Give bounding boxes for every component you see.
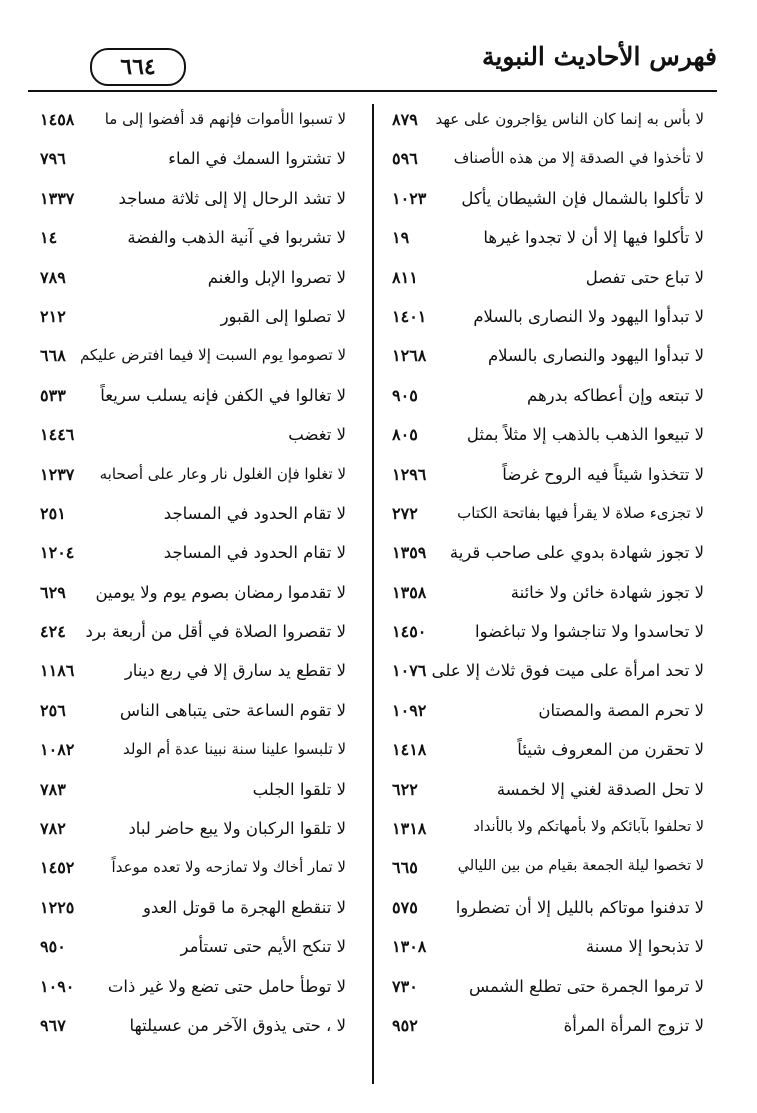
index-entry [40, 222, 346, 261]
hadith-text: لا تمار أخاك ولا تمازحه ولا تعده موعداً [111, 858, 346, 877]
hadith-number: ١٠٩٢ [392, 700, 427, 720]
hadith-number: ٨١١ [392, 267, 418, 287]
hadith-text: لا تقوم الساعة حتى يتباهى الناس [119, 700, 346, 720]
hadith-text: لا تخصوا ليلة الجمعة بقيام من بين الليالي [457, 858, 704, 875]
index-entry [40, 892, 346, 931]
page-number-badge: ٦٦٤ [90, 48, 186, 86]
hadith-text: لا تجزىء صلاة لا يقرأ فيها بفاتحة الكتاب [457, 503, 704, 522]
index-entry [40, 577, 346, 616]
hadith-number: ٧٩٦ [40, 149, 66, 169]
hadith-text: لا تلقوا الجلب [252, 779, 346, 799]
header-rule [28, 90, 717, 92]
index-entry [40, 537, 346, 576]
hadith-number: ٢٥١ [40, 503, 66, 523]
index-entry [392, 537, 704, 576]
hadith-text: لا تقدموا رمضان بصوم يوم ولا يومين [95, 582, 346, 602]
hadith-number: ١٢٣٧ [40, 464, 75, 484]
hadith-number: ٧٨٢ [40, 819, 66, 839]
index-entry [40, 734, 346, 773]
hadith-number: ٨٠٥ [392, 425, 418, 445]
index-entry [392, 183, 704, 222]
index-entry [40, 695, 346, 734]
hadith-text: لا توطأ حامل حتى تضع ولا غير ذات [107, 976, 346, 996]
hadith-number: ٤٢٤ [40, 622, 66, 642]
hadith-number: ٥٩٦ [392, 149, 418, 169]
hadith-number: ١٠٨٢ [40, 740, 75, 760]
hadith-text: لا تلقوا الركبان ولا يبع حاضر لباد [128, 819, 346, 839]
index-entry [392, 104, 704, 143]
index-entry [392, 734, 704, 773]
hadith-text: لا تنقطع الهجرة ما قوتل العدو [142, 897, 346, 917]
hadith-text: لا تبدأوا اليهود ولا النصارى بالسلام [473, 306, 704, 326]
index-entry [40, 419, 346, 458]
hadith-number: ٦٦٨ [40, 346, 66, 366]
hadith-number: ١٠٩٠ [40, 976, 75, 996]
hadith-text: لا تبيعوا الذهب بالذهب إلا مثلاً بمثل [466, 425, 704, 445]
hadith-number: ٢٧٢ [392, 503, 418, 523]
index-entry [392, 931, 704, 970]
hadith-text: لا تحل الصدقة لغني إلا لخمسة [496, 779, 704, 799]
index-entry [40, 655, 346, 694]
hadith-number: ١٤٤٦ [40, 425, 75, 445]
hadith-number: ١٣٣٧ [40, 188, 75, 208]
index-entry [40, 931, 346, 970]
hadith-text: لا تصلوا إلى القبور [220, 306, 346, 326]
index-entry [40, 971, 346, 1010]
hadith-text: لا تبدأوا اليهود والنصارى بالسلام [487, 346, 704, 366]
hadith-number: ١٣٥٨ [392, 582, 427, 602]
hadith-text: لا تغضب [288, 425, 346, 445]
index-entry [392, 813, 704, 852]
hadith-text: لا تجوز شهادة بدوي على صاحب قرية [449, 543, 704, 563]
index-entry [40, 380, 346, 419]
hadith-text: لا تباع حتى تفصل [585, 267, 704, 287]
index-entry [40, 1010, 346, 1049]
hadith-text: لا تشتروا السمك في الماء [168, 149, 346, 169]
hadith-text: لا تأكلوا بالشمال فإن الشيطان يأكل [461, 188, 704, 208]
index-entry [392, 774, 704, 813]
index-entry [392, 852, 704, 891]
index-entry [392, 419, 704, 458]
hadith-number: ٧٨٩ [40, 267, 66, 287]
hadith-text: لا تسبوا الأموات فإنهم قد أفضوا إلى ما [104, 110, 346, 128]
hadith-text: لا تحلفوا بآبائكم ولا بأمهاتكم ولا بالأنداد [473, 819, 704, 836]
hadith-number: ١٢٠٤ [40, 543, 75, 563]
hadith-number: ٦٦٥ [392, 858, 418, 878]
hadith-text: لا تصروا الإبل والغنم [207, 267, 346, 287]
hadith-number: ٧٨٣ [40, 779, 66, 799]
index-entry [40, 459, 346, 498]
hadith-text: لا تزوج المرأة المرأة [563, 1015, 704, 1035]
hadith-text: لا تبتعه وإن أعطاكه بدرهم [526, 385, 704, 405]
hadith-text: لا تصوموا يوم السبت إلا فيما افترض عليكم [79, 346, 346, 365]
index-entry [392, 655, 704, 694]
hadith-number: ١٢٩٦ [392, 464, 427, 484]
hadith-text: لا تحد امرأة على ميت فوق ثلاث إلا على [431, 661, 704, 681]
hadith-number: ١٠٢٣ [392, 188, 427, 208]
hadith-text: لا تجوز شهادة خائن ولا خائنة [510, 582, 704, 602]
hadith-number: ٩٠٥ [392, 385, 418, 405]
hadith-text: لا تغالوا في الكفن فإنه يسلب سريعاً [100, 385, 346, 405]
hadith-number: ٧٣٠ [392, 976, 418, 996]
hadith-number: ١٣٠٨ [392, 937, 427, 957]
hadith-number: ١٢٦٨ [392, 346, 427, 366]
hadith-number: ٩٥٢ [392, 1015, 418, 1035]
hadith-text: لا تدفنوا موتاكم بالليل إلا أن تضطروا [455, 897, 704, 917]
hadith-text: لا تلبسوا علينا سنة نبينا عدة أم الولد [123, 740, 346, 759]
hadith-number: ٢١٢ [40, 306, 66, 326]
index-entry [40, 301, 346, 340]
hadith-number: ١٣٥٩ [392, 543, 427, 563]
hadith-text: لا تحرم المصة والمصتان [538, 700, 704, 720]
hadith-text: لا تحقرن من المعروف شيئاً [517, 740, 704, 760]
hadith-text: لا تأكلوا فيها إلا أن لا تجدوا غيرها [483, 228, 704, 248]
hadith-number: ١٤٥٠ [392, 622, 427, 642]
index-entry [392, 1010, 704, 1049]
hadith-number: ١٤١٨ [392, 740, 427, 760]
index-entry [392, 971, 704, 1010]
index-entry [392, 380, 704, 419]
index-entry [392, 892, 704, 931]
hadith-text: لا بأس به إنما كان الناس يؤاجرون على عهد [435, 110, 704, 128]
hadith-number: ١٤٥٨ [40, 110, 75, 129]
hadith-text: لا تقطع يد سارق إلا في ربع دينار [124, 661, 346, 681]
index-entry [392, 498, 704, 537]
index-entry [392, 577, 704, 616]
index-entry [392, 695, 704, 734]
hadith-number: ١٤٥٢ [40, 858, 75, 878]
hadith-text: لا تشربوا في آنية الذهب والفضة [127, 228, 346, 248]
hadith-text: لا تشد الرحال إلا إلى ثلاثة مساجد [118, 188, 346, 208]
hadith-text: لا تحاسدوا ولا تناجشوا ولا تباغضوا [475, 622, 704, 642]
right-column [392, 104, 704, 1049]
column-divider [372, 104, 374, 1084]
hadith-text: لا تنكح الأيم حتى تستأمر [180, 937, 346, 957]
hadith-text: لا تأخذوا في الصدقة إلا من هذه الأصناف [453, 149, 704, 168]
index-entry [40, 852, 346, 891]
index-entry [392, 262, 704, 301]
index-entry [40, 774, 346, 813]
hadith-number: ٢٥٦ [40, 700, 66, 720]
index-entry [392, 340, 704, 379]
hadith-number: ١٣١٨ [392, 819, 427, 839]
hadith-number: ١٤٠١ [392, 306, 427, 326]
hadith-text: لا تقصروا الصلاة في أقل من أربعة برد [85, 622, 346, 642]
index-entry [40, 143, 346, 182]
index-entry [40, 616, 346, 655]
hadith-number: ١٩ [392, 228, 410, 248]
hadith-text: لا ترموا الجمرة حتى تطلع الشمس [468, 976, 704, 996]
index-entry [40, 104, 346, 143]
index-entry [392, 143, 704, 182]
index-entry [392, 301, 704, 340]
hadith-number: ٦٢٩ [40, 582, 66, 602]
hadith-number: ٦٢٢ [392, 779, 418, 799]
hadith-number: ٩٥٠ [40, 937, 66, 957]
hadith-text: لا ، حتى يذوق الآخر من عسيلتها [129, 1015, 346, 1035]
hadith-text: لا تقام الحدود في المساجد [163, 503, 346, 523]
index-entry [392, 459, 704, 498]
hadith-number: ٨٧٩ [392, 110, 418, 129]
index-entry [392, 222, 704, 261]
hadith-number: ١١٨٦ [40, 661, 75, 681]
page-header [28, 40, 717, 92]
hadith-number: ٩٦٧ [40, 1015, 66, 1035]
hadith-text: لا تذبحوا إلا مسنة [585, 937, 704, 957]
index-entry [40, 498, 346, 537]
hadith-text: لا تغلوا فإن الغلول نار وعار على أصحابه [99, 464, 346, 483]
hadith-number: ١٢٢٥ [40, 897, 75, 917]
hadith-number: ٥٧٥ [392, 897, 418, 917]
index-entry [40, 340, 346, 379]
hadith-number: ٥٣٣ [40, 385, 66, 405]
page-title: فهرس الأحاديث النبوية [481, 42, 717, 71]
index-entry [40, 813, 346, 852]
hadith-text: لا تقام الحدود في المساجد [163, 543, 346, 563]
index-entry [40, 262, 346, 301]
index-entry [392, 616, 704, 655]
index-entry [40, 183, 346, 222]
hadith-number: ١٤ [40, 228, 58, 248]
hadith-text: لا تتخذوا شيئاً فيه الروح غرضاً [502, 464, 704, 484]
left-column [40, 104, 346, 1049]
hadith-number: ١٠٧٦ [392, 661, 427, 681]
